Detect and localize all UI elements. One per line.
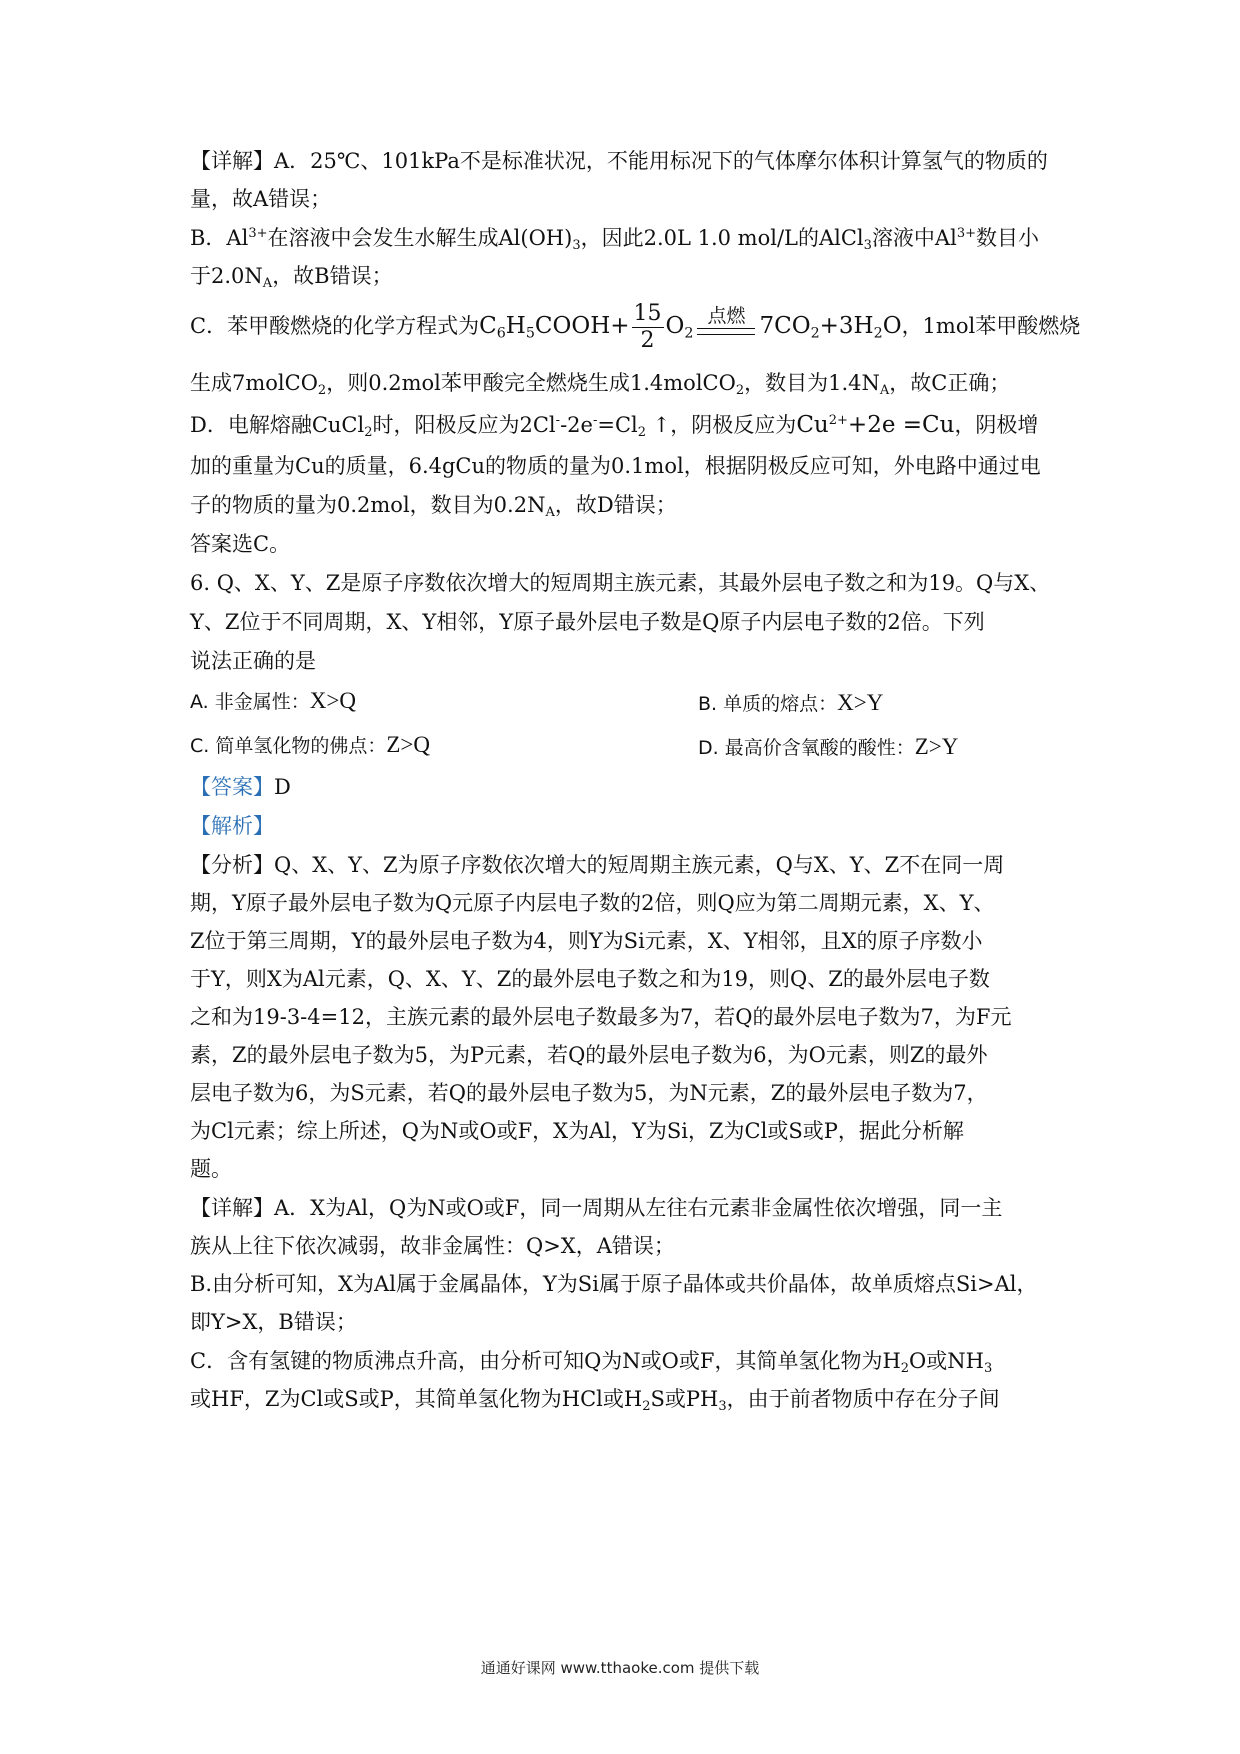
q6-stem-line1: 6. Q、X、Y、Z是原子序数依次增大的短周期主族元素，其最外层电子数之和为19。Q与X、 — [190, 571, 1051, 595]
q5-detail-d-line1: D．电解熔融CuCl$_2$时，阳极反应为$2Cl^--2e^-=Cl_2$ ↑，阴极反应为$Cu^{2+}+2e =Cu$，阴极增 — [190, 412, 1039, 440]
ignition-condition: 点燃 — [697, 305, 755, 349]
q5-detail-c-line2: 生成7molCO$_2$，则0.2mol苯甲酸完全燃烧生成1.4molCO$_2$，数目为$1.4N_A$，故C正确； — [190, 371, 1011, 398]
q6-option-d: D. 最高价含氧酸的酸性：Z>Y — [698, 734, 959, 759]
q5-detail-b-line2: 于$2.0N_A$，故B错误； — [190, 264, 393, 291]
q6-answer: 【答案】D — [190, 775, 291, 799]
q6-analysis-tag: 【解析】 — [190, 814, 274, 838]
q6-analysis-line9: 题。 — [190, 1157, 232, 1181]
q6-detail-c-line1: C．含有氢键的物质沸点升高，由分析可知Q为N或O或F，其简单氢化物为$H_2O$或$NH_3$ — [190, 1349, 993, 1376]
q6-stem-line2: Y、Z位于不同周期，X、Y相邻，Y原子最外层电子数是Q原子内层电子数的2倍。下列 — [190, 610, 985, 634]
q6-analysis-line4: 于Y，则X为Al元素，Q、X、Y、Z的最外层电子数之和为19，则Q、Z的最外层电子数 — [190, 967, 990, 991]
q6-stem-line3: 说法正确的是 — [190, 649, 316, 673]
q5-detail-d-line3: 子的物质的量为0.2mol，数目为$0.2N_A$，故D错误； — [190, 493, 677, 520]
q5-detail-c-line1: C．苯甲酸燃烧的化学方程式为$C_6H_5COOH+$ $\frac{15}{2}$ $O_2$ 点燃 $7CO_2+3H_2O$，1mol苯甲酸燃烧 — [190, 300, 1081, 353]
q6-detail-a-line2: 族从上往下依次减弱，故非金属性：Q>X，A错误； — [190, 1234, 675, 1258]
q6-option-c: C. 简单氢化物的佛点：Z>Q — [190, 732, 430, 757]
q6-option-a: A. 非金属性：X>Q — [190, 688, 356, 713]
q6-analysis-line3: Z位于第三周期，Y的最外层电子数为4，则Y为Si元素，X、Y相邻，且X的原子序数小 — [190, 929, 983, 953]
q5-detail-a-line1: 【详解】A．25℃、101kPa不是标准状况，不能用标况下的气体摩尔体积计算氢气的物质的 — [190, 149, 1048, 173]
q6-detail-a-line1: 【详解】A．X为Al，Q为N或O或F，同一周期从左往右元素非金属性依次增强，同一主 — [190, 1196, 1003, 1220]
q6-analysis-line6: 素，Z的最外层电子数为5，为P元素，若Q的最外层电子数为6，为O元素，则Z的最外 — [190, 1043, 988, 1067]
fraction-15-over-2: $\frac{15}{2}$ — [633, 300, 662, 353]
q5-detail-d-line2: 加的重量为Cu的质量，6.4gCu的物质的量为0.1mol，根据阴极反应可知，外电路中通过电 — [190, 454, 1041, 478]
q6-option-b: B. 单质的熔点：X>Y — [698, 690, 884, 715]
q6-analysis-line2: 期，Y原子最外层电子数为Q元原子内层电子数的2倍，则Q应为第二周期元素，X、Y、 — [190, 891, 995, 915]
q6-detail-b-line1: B.由分析可知，X为Al属于金属晶体，Y为Si属于原子晶体或共价晶体，故单质熔点Si>Al， — [190, 1272, 1038, 1296]
combustion-equation: $C_6H_5COOH+$ $\frac{15}{2}$ $O_2$ 点燃 $7CO_2+3H_2O$ — [479, 300, 902, 353]
q6-analysis-line1: 【分析】Q、X、Y、Z为原子序数依次增大的短周期主族元素，Q与X、Y、Z不在同一周 — [190, 853, 1005, 877]
q6-analysis-line8: 为Cl元素；综上所述，Q为N或O或F，X为Al，Y为Si，Z为Cl或S或P，据此分析解 — [190, 1119, 964, 1143]
q5-detail-b-line1: B．$Al^{3+}$在溶液中会发生水解生成$Al(OH)_3$，因此2.0L 1.0 mol/L的AlCl$_3$溶液中$Al^{3+}$数目小 — [190, 226, 1040, 253]
q6-detail-b-line2: 即Y>X，B错误； — [190, 1310, 357, 1334]
q5-detail-a-line2: 量，故A错误； — [190, 187, 332, 211]
q6-analysis-line5: 之和为19-3-4=12，主族元素的最外层电子数最多为7，若Q的最外层电子数为7，为F元 — [190, 1005, 1012, 1029]
q6-detail-c-line2: 或HF，Z为Cl或S或P，其简单氢化物为HCl或$H_2S$或$PH_3$，由于前者物质中存在分子间 — [190, 1387, 1000, 1414]
q6-analysis-line7: 层电子数为6，为S元素，若Q的最外层电子数为5，为N元素，Z的最外层电子数为7， — [190, 1081, 988, 1105]
q5-answer: 答案选C。 — [190, 532, 291, 556]
page-footer: 通通好课网 www.tthaoke.com 提供下载 — [480, 1659, 760, 1677]
